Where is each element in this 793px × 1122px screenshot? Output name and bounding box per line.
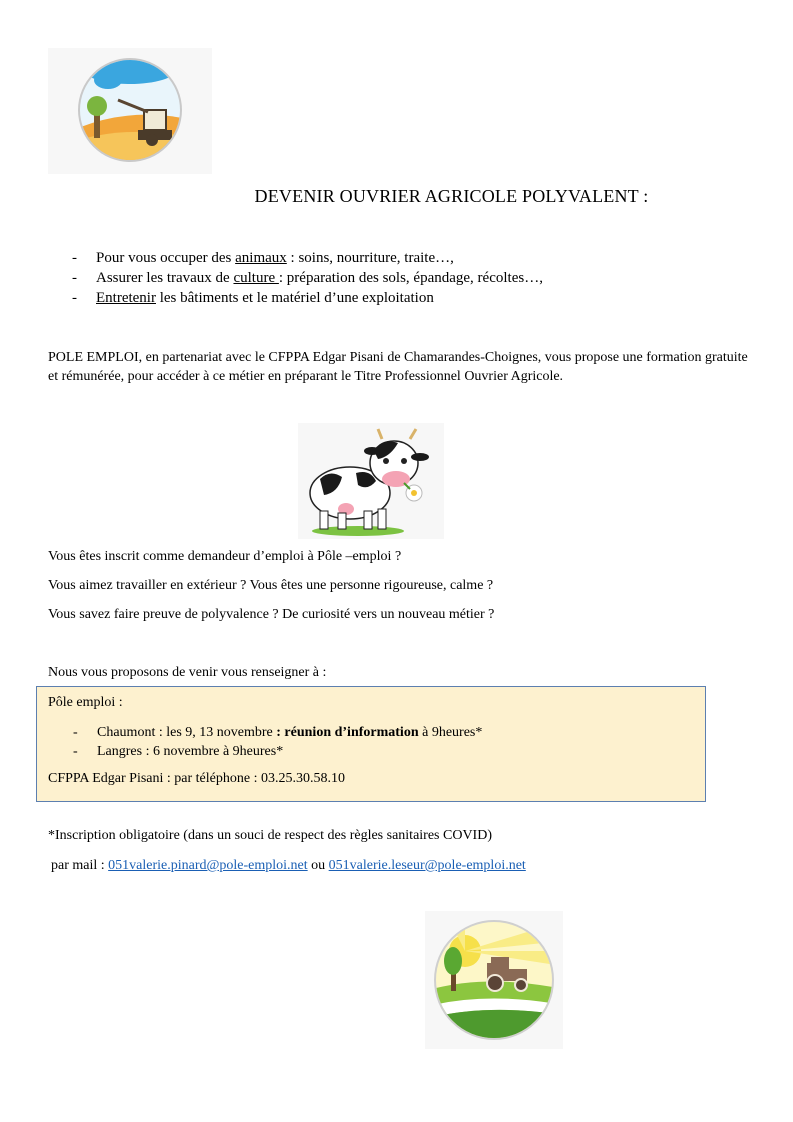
- text-part: Chaumont : les 9, 13 novembre: [97, 725, 277, 740]
- task-list: [72, 248, 543, 308]
- farm-logo: [48, 48, 212, 174]
- text-part: : préparation des sols, épandage, récoltes…,: [278, 270, 543, 286]
- list-item: [72, 288, 543, 308]
- farm-landscape-icon: [48, 48, 212, 174]
- text-part: Assurer les travaux de: [96, 270, 234, 286]
- text-part: les bâtiments et le matériel d’une exploitation: [155, 290, 434, 306]
- bullet-dash: -: [73, 744, 78, 759]
- list-item-text: [96, 268, 543, 288]
- underlined-word: animaux: [235, 250, 287, 266]
- text-part: : soins, nourriture, traite…,: [286, 250, 454, 266]
- bullet-dash: -: [72, 290, 77, 306]
- tractor-logo: [425, 911, 563, 1049]
- list-item: [72, 268, 543, 288]
- cfppa-phone: CFPPA Edgar Pisani : par téléphone : 03.25.30.58.10: [48, 771, 345, 786]
- bullet-dash: -: [72, 270, 77, 286]
- bullet-dash: -: [73, 725, 78, 740]
- underlined-word: culture: [233, 270, 279, 286]
- text-part: Pour vous occuper des: [96, 250, 236, 266]
- cow-illustration: [298, 423, 444, 539]
- list-item-text: [96, 248, 454, 268]
- underlined-word: Entretenir: [96, 290, 156, 306]
- bold-text: : réunion d’information: [276, 725, 419, 740]
- invite-text: Nous vous proposons de venir vous renseigner à :: [48, 665, 327, 680]
- list-item-text: [97, 725, 482, 741]
- email-link-leseur[interactable]: 051valerie.leseur@pole-emploi.net: [328, 858, 526, 873]
- info-box: [36, 686, 706, 802]
- page-title: DEVENIR OUVRIER AGRICOLE POLYVALENT :: [254, 186, 649, 206]
- mail-separator: ou: [307, 858, 329, 873]
- box-label: Pôle emploi :: [48, 695, 123, 710]
- email-link-pinard[interactable]: 051valerie.pinard@pole-emploi.net: [108, 858, 308, 873]
- question-line: Vous aimez travailler en extérieur ? Vous êtes une personne rigoureuse, calme ?: [48, 578, 494, 593]
- intro-paragraph: POLE EMPLOI, en partenariat avec le CFPPA Edgar Pisani de Chamarandes-Choignes, vous propose une formation gratuite et rémunérée, pour accéder à ce métier en préparant le Titre Professionnel Ouvrier Agricole.: [48, 350, 748, 384]
- mail-line: [51, 858, 526, 874]
- list-item-text: Langres : 6 novembre à 9heures*: [97, 744, 284, 759]
- text-part: à 9heures*: [418, 725, 483, 740]
- question-line: Vous savez faire preuve de polyvalence ? De curiosité vers un nouveau métier ?: [48, 607, 495, 622]
- bullet-dash: -: [72, 250, 77, 266]
- registration-note: *Inscription obligatoire (dans un souci de respect des règles sanitaires COVID): [48, 828, 492, 843]
- list-item: [72, 248, 543, 268]
- list-item: [73, 725, 482, 741]
- list-item-text: [96, 288, 434, 308]
- question-line: Vous êtes inscrit comme demandeur d’emploi à Pôle –emploi ?: [48, 549, 402, 564]
- tractor-sun-icon: [425, 911, 563, 1049]
- mail-prefix: par mail :: [51, 858, 109, 873]
- list-item: [73, 744, 283, 760]
- cow-icon: [298, 423, 444, 539]
